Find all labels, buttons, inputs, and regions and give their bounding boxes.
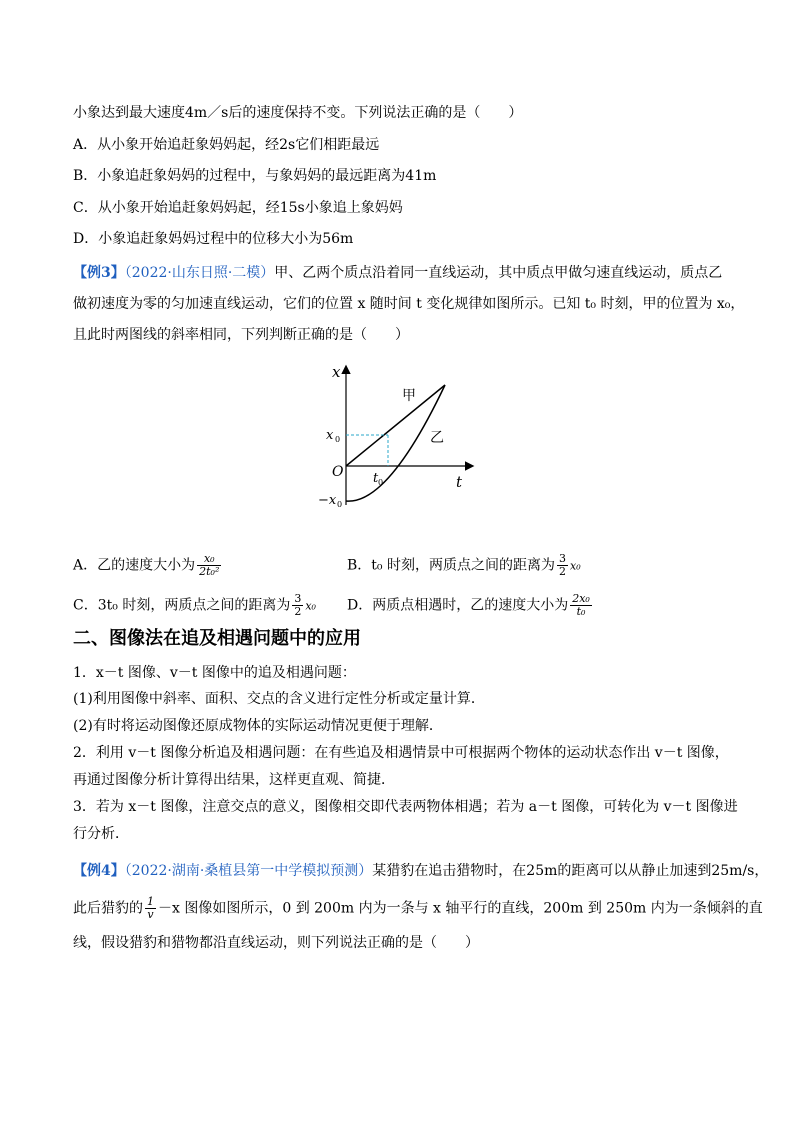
optD-fraction: $\frac{\text{2x₀}}{\text{t₀}}$ <box>572 592 590 618</box>
example3-text2: 做初速度为零的匀加速直线运动，它们的位置 x 随时间 t 变化规律如图所示。已知 t₀ 时刻，甲的位置为 x₀， <box>73 296 745 312</box>
x0-sub: 0 <box>335 435 341 444</box>
example3-text1: 甲、乙两个质点沿着同一直线运动，其中质点甲做匀速直线运动，质点乙 <box>274 265 723 281</box>
option-a: A．从小象开始追赶象妈妈起，经2s它们相距最远 <box>73 137 380 153</box>
example3-tag: 【例3】 <box>73 265 125 281</box>
option-d: D．小象追赶象妈妈过程中的位移大小为56m <box>73 231 354 247</box>
section-heading: 二、图像法在追及相遇问题中的应用 <box>73 628 361 649</box>
example3-option-d: D．两质点相遇时，乙的速度大小为 $\frac{\text{2x₀}}{\text{t₀}}$ <box>347 592 590 618</box>
curve-yi-label: 乙 <box>430 430 444 446</box>
example3-option-c: C．3t₀ 时刻，两质点之间的距离为 $\frac{3}{2}$ x₀ <box>73 592 316 618</box>
section2-p5: 再通过图像分析计算得出结果，这样更直观、简捷． <box>73 772 395 788</box>
optA-fraction: $\frac{\text{x₀}}{\text{2t₀²}}$ <box>199 552 220 578</box>
optC-fraction: $\frac{3}{2}$ <box>294 592 302 618</box>
neg-x0-label: −x <box>318 493 337 508</box>
origin-label: O <box>332 464 344 480</box>
example4-text1: 某猎豹在追击猎物时，在25m的距离可以从静止加速到25m/s， <box>372 863 769 879</box>
t-axis-label: t <box>456 473 463 491</box>
example3-line1 <box>73 263 722 283</box>
example4-source: （2022·湖南·桑植县第一中学模拟预测） <box>124 863 373 879</box>
curve-jia-label: 甲 <box>402 388 416 404</box>
neg-x0-sub: 0 <box>337 500 343 509</box>
section2-p1: 1．x－t 图像、v－t 图像中的追及相遇问题： <box>73 665 356 681</box>
example3-source: （2022·山东日照·二模） <box>124 265 275 281</box>
example4-line1 <box>73 861 768 881</box>
example4-line2: 此后猎豹的 $\frac{1}{v}$ －x 图像如图所示，0 到 200m 内为一条与 x 轴平行的直线，200m 到 250m 内为一条倾斜的直 <box>73 895 763 921</box>
example4-text3: 线，假设猎豹和猎物都沿直线运动，则下列说法正确的是（ ） <box>73 935 479 951</box>
section2-p6: 3．若为 x－t 图像，注意交点的意义，图像相交即代表两物体相遇；若为 a－t 图像，可转化为 v－t 图像进 <box>73 799 738 815</box>
x0-label: x <box>326 428 334 443</box>
option-c: C．从小象开始追赶象妈妈起，经15s小象追上象妈妈 <box>73 200 403 216</box>
section2-p3: (2)有时将运动图像还原成物体的实际运动情况更便于理解． <box>73 718 443 734</box>
example3-option-a: A．乙的速度大小为 $\frac{\text{x₀}}{\text{2t₀²}}$ <box>73 552 220 578</box>
question-stem: 小象达到最大速度4m／s后的速度保持不变。下列说法正确的是（ ） <box>73 105 523 121</box>
xt-graph <box>300 355 480 515</box>
section2-p2: (1)利用图像中斜率、面积、交点的含义进行定性分析或定量计算． <box>73 691 485 707</box>
optB-fraction: $\frac{3}{2}$ <box>559 552 566 578</box>
section2-p7: 行分析． <box>73 826 129 842</box>
curve-jia <box>346 385 445 466</box>
example4-tag: 【例4】 <box>73 863 125 879</box>
section2-p4: 2．利用 v－t 图像分析追及相遇问题：在有些追及相遇情景中可根据两个物体的运动状态作出 v－t 图像， <box>73 745 729 761</box>
x-axis-label: x <box>332 363 341 381</box>
example3-text3: 且此时两图线的斜率相同，下列判断正确的是（ ） <box>73 327 409 343</box>
t0-label: t <box>373 471 379 486</box>
inverse-v-fraction: $\frac{1}{v}$ <box>147 895 154 921</box>
option-b: B．小象追赶象妈妈的过程中，与象妈妈的最远距离为41m <box>73 168 437 184</box>
example3-option-b: B．t₀ 时刻，两质点之间的距离为 $\frac{3}{2}$ x₀ <box>347 552 581 578</box>
t0-sub: 0 <box>378 478 384 487</box>
